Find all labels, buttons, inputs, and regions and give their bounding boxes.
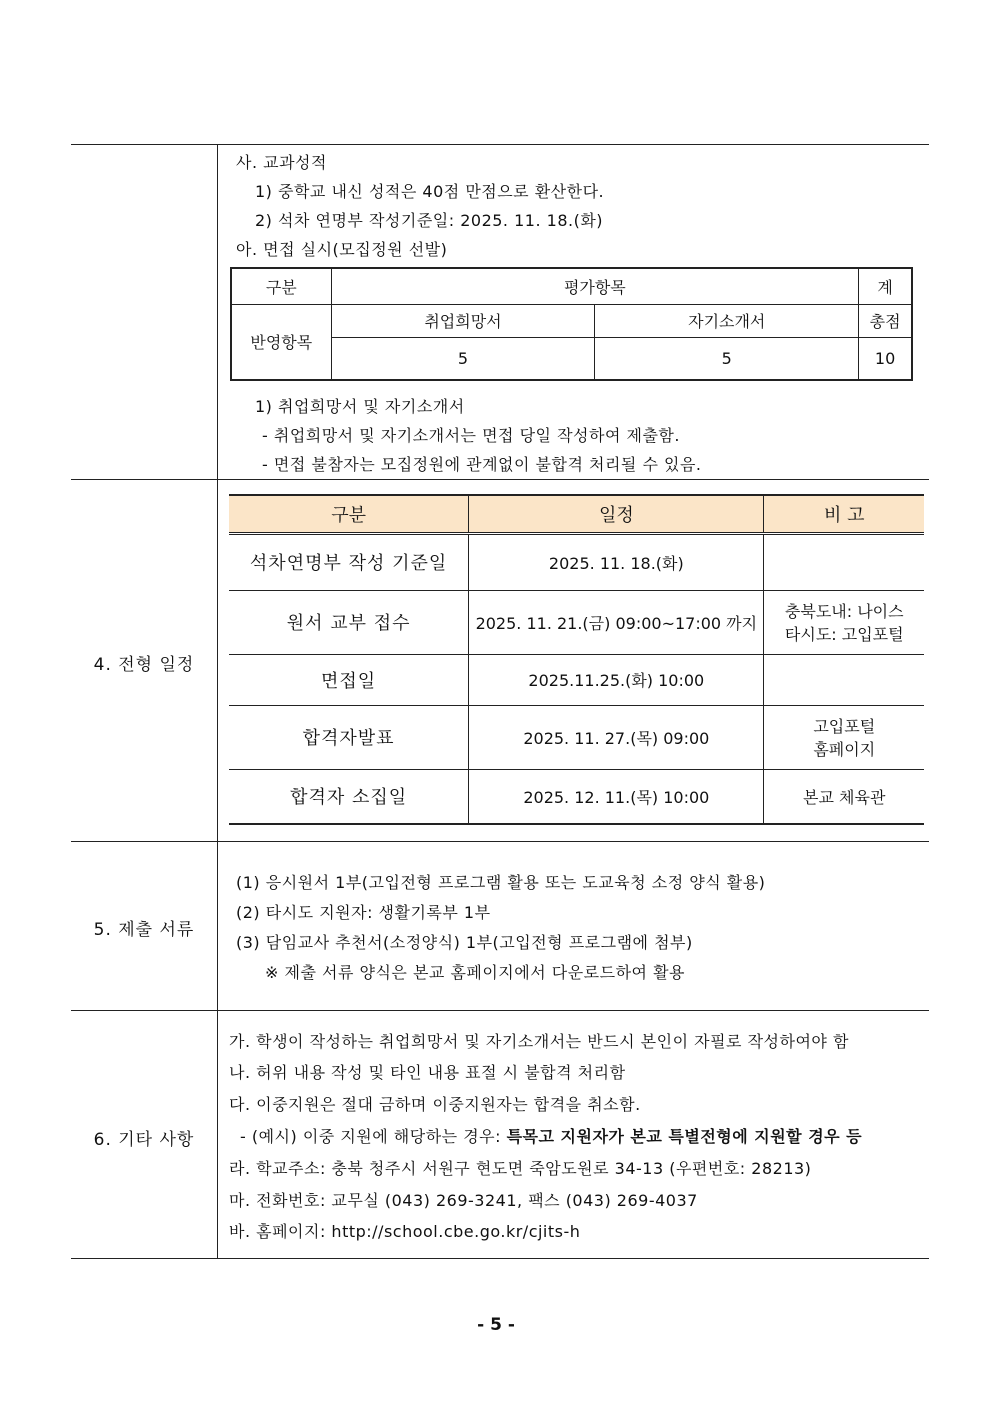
document-note: ※ 제출 서류 양식은 본교 홈페이지에서 다운로드하여 활용 <box>265 963 685 982</box>
note-heading: 1) 취업희망서 및 자기소개서 <box>255 397 465 416</box>
misc-item-da: 다. 이중지원은 절대 금하며 이중지원자는 합격을 취소함. <box>229 1095 641 1114</box>
schedule-note <box>764 705 924 769</box>
document-item-2: (2) 타시도 지원자: 생활기록부 1부 <box>236 903 491 922</box>
section5-label: 5. 제출 서류 <box>93 920 195 940</box>
schedule-date: 2025. 11. 21.(금) 09:00~17:00 까지 <box>469 590 764 654</box>
schedule-note-line: 홈페이지 <box>813 740 876 759</box>
rule-top <box>71 144 929 145</box>
misc-example-bold: 특목고 지원자가 본교 특별전형에 지원할 경우 등 <box>506 1127 863 1146</box>
cell-col-sum: 총점 <box>859 304 912 337</box>
cell-value-intro: 5 <box>595 337 859 380</box>
schedule-date: 2025. 11. 18.(화) <box>469 533 764 590</box>
note-item-1: - 취업희망서 및 자기소개서는 면접 당일 작성하여 제출함. <box>262 426 680 445</box>
schedule-note <box>764 590 924 654</box>
interview-heading: 아. 면접 실시(모집정원 선발) <box>236 240 448 259</box>
cell-col-resume: 취업희망서 <box>331 304 595 337</box>
schedule-row <box>229 533 924 590</box>
grade-heading: 사. 교과성적 <box>236 153 327 172</box>
schedule-note-line: 충북도내: 나이스 <box>784 602 904 621</box>
schedule-note <box>764 533 924 590</box>
page-number: - 5 - <box>477 1315 515 1335</box>
schedule-note-line: 고입포털 <box>813 717 876 736</box>
misc-item-na: 나. 허위 내용 작성 및 타인 내용 표절 시 불합격 처리함 <box>229 1063 626 1082</box>
schedule-row <box>229 769 924 824</box>
misc-example-prefix: - (예시) 이중 지원에 해당하는 경우: <box>240 1127 507 1146</box>
header-schedule: 일정 <box>469 495 764 533</box>
misc-item-ma: 마. 전화번호: 교무실 (043) 269-3241, 팩스 (043) 269-4037 <box>229 1191 698 1210</box>
schedule-name: 면접일 <box>229 654 469 705</box>
document-item-3: (3) 담임교사 추천서(소정양식) 1부(고입전형 프로그램에 첨부) <box>236 933 693 952</box>
schedule-row <box>229 590 924 654</box>
misc-item-ba: 바. 홈페이지: http://school.cbe.go.kr/cjits-h <box>229 1222 581 1241</box>
schedule-row <box>229 654 924 705</box>
schedule-date: 2025. 12. 11.(목) 10:00 <box>469 769 764 824</box>
rule-sec4 <box>71 479 929 480</box>
document-item-1: (1) 응시원서 1부(고입전형 프로그램 활용 또는 도교육청 소정 양식 활용) <box>236 873 766 892</box>
schedule-note <box>764 769 924 824</box>
grade-item-2: 2) 석차 연명부 작성기준일: 2025. 11. 18.(화) <box>255 211 604 230</box>
schedule-table <box>229 494 924 825</box>
section6-label: 6. 기타 사항 <box>93 1130 195 1150</box>
header-note: 비 고 <box>764 495 924 533</box>
schedule-note <box>764 654 924 705</box>
column-divider <box>217 144 218 1258</box>
schedule-date: 2025.11.25.(화) 10:00 <box>469 654 764 705</box>
header-category: 구분 <box>229 495 469 533</box>
cell-col-intro: 자기소개서 <box>595 304 859 337</box>
note-item-2: - 면접 불참자는 모집정원에 관계없이 불합격 처리될 수 있음. <box>262 455 702 474</box>
misc-item-ga: 가. 학생이 작성하는 취업희망서 및 자기소개서는 반드시 본인이 자필로 작성하여야 함 <box>229 1032 849 1051</box>
schedule-name: 원서 교부 접수 <box>229 590 469 654</box>
grade-item-1: 1) 중학교 내신 성적은 40점 만점으로 환산한다. <box>255 182 605 201</box>
schedule-note-line: 본교 체육관 <box>803 787 886 807</box>
misc-example <box>240 1124 862 1147</box>
cell-eval-items: 평가항목 <box>331 268 859 304</box>
rule-bottom <box>71 1258 929 1259</box>
cell-value-sum: 10 <box>859 337 912 380</box>
cell-total-header: 계 <box>859 268 912 304</box>
schedule-date: 2025. 11. 27.(목) 09:00 <box>469 705 764 769</box>
schedule-note-line: 타시도: 고입포털 <box>784 625 904 644</box>
cell-value-resume: 5 <box>331 337 595 380</box>
cell-category: 구분 <box>231 268 331 304</box>
schedule-row <box>229 705 924 769</box>
interview-score-table <box>230 267 913 381</box>
cell-row-label: 반영항목 <box>231 304 331 380</box>
schedule-name: 석차연명부 작성 기준일 <box>229 533 469 590</box>
misc-item-ra: 라. 학교주소: 충북 청주시 서원구 현도면 죽암도원로 34-13 (우편번호: 28213) <box>229 1159 812 1178</box>
rule-sec6 <box>71 1010 929 1011</box>
schedule-name: 합격자발표 <box>229 705 469 769</box>
schedule-name: 합격자 소집일 <box>229 769 469 824</box>
rule-sec5 <box>71 841 929 842</box>
section4-label: 4. 전형 일정 <box>93 655 195 675</box>
